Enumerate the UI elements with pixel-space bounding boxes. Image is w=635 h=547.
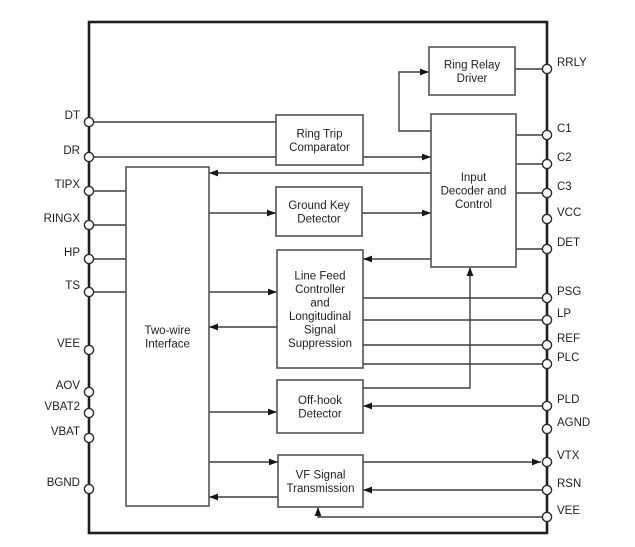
pin-left-TIPX — [84, 186, 93, 195]
pin-right-C2 — [542, 159, 551, 168]
arrowhead-vee-to-vf — [315, 507, 322, 516]
pin-label-left-RINGX: RINGX — [43, 213, 80, 225]
wire-off-hook-to-decoder — [363, 267, 470, 388]
arrowhead-ring-trip-to-decoder — [422, 154, 431, 161]
pin-right-VEE — [542, 512, 551, 521]
pin-label-left-TS: TS — [65, 280, 80, 292]
pin-right-C1 — [542, 130, 551, 139]
arrowhead-decoder-to-two-wire — [209, 170, 218, 177]
pin-label-right-C3: C3 — [557, 181, 572, 193]
pin-left-BGND — [84, 484, 93, 493]
arrowhead-two-wire-to-line-feed — [268, 289, 277, 296]
arrowhead-line-feed-to-two-wire — [209, 324, 218, 331]
pin-label-left-VEE: VEE — [56, 338, 80, 350]
arrowhead-vf-to-vtx — [532, 459, 541, 466]
pin-left-DR — [84, 152, 93, 161]
block-label-line-feed-controller-line5: Signal — [304, 324, 336, 337]
block-label-line-feed-controller-line1: Line Feed — [294, 270, 346, 283]
pin-label-left-VBAT2: VBAT2 — [44, 401, 80, 413]
block-label-ground-key-detector-line2: Detector — [297, 213, 341, 226]
block-label-ring-trip-comparator-line2: Comparator — [289, 141, 350, 154]
arrowhead-rsn-to-vf — [363, 487, 372, 494]
pin-label-right-REF: REF — [557, 333, 580, 345]
pin-right-VCC — [542, 214, 551, 223]
pin-left-VBAT2 — [84, 408, 93, 417]
pin-right-REF — [542, 340, 551, 349]
pin-right-LP — [542, 315, 551, 324]
pin-left-DT — [84, 117, 93, 126]
pin-label-left-HP: HP — [64, 247, 80, 259]
arrowhead-decoder-to-ring-relay — [420, 69, 429, 76]
pin-label-right-AGND: AGND — [557, 417, 591, 429]
block-label-input-decoder-and-control-line3: Control — [454, 199, 493, 211]
arrowhead-vf-to-two-wire — [209, 494, 218, 501]
pin-label-right-PLC: PLC — [557, 352, 580, 364]
block-label-line-feed-controller-line2: Controller — [295, 283, 345, 296]
block-label-ring-relay-driver-line1: Ring Relay — [443, 59, 501, 72]
pin-label-left-BGND: BGND — [46, 477, 80, 489]
pin-left-VBAT — [84, 433, 93, 442]
arrowhead-pld-to-off-hook — [363, 403, 372, 410]
pin-label-right-VTX: VTX — [557, 450, 580, 462]
wire-vee-to-vf — [318, 507, 542, 517]
pin-right-PLD — [542, 401, 551, 410]
pin-left-RINGX — [84, 220, 93, 229]
pin-label-left-VBAT: VBAT — [50, 426, 80, 438]
pin-label-right-DET: DET — [557, 237, 580, 249]
block-label-two-wire-interface-line2: Interface — [145, 338, 190, 351]
block-label-input-decoder-and-control-line1: Input — [460, 172, 487, 184]
pin-right-PLC — [542, 359, 551, 368]
pin-label-left-AOV: AOV — [55, 380, 80, 392]
block-label-vf-signal-transmission-line2: Transmission — [286, 482, 355, 495]
pin-label-left-DT: DT — [64, 110, 80, 122]
pin-label-right-VCC: VCC — [557, 207, 582, 219]
block-label-ring-trip-comparator-line1: Ring Trip — [296, 128, 343, 141]
pin-label-right-VEE: VEE — [557, 505, 581, 517]
pin-left-AOV — [84, 387, 93, 396]
pin-left-VEE — [84, 345, 93, 354]
pin-right-RRLY — [542, 64, 551, 73]
arrowhead-two-wire-to-ground-key — [267, 210, 276, 217]
pin-left-HP — [84, 254, 93, 263]
block-label-off-hook-detector-line2: Detector — [298, 408, 342, 421]
block-label-two-wire-interface-line1: Two-wire — [144, 324, 191, 337]
pin-right-PSG — [542, 293, 551, 302]
block-label-line-feed-controller-line3: and — [310, 297, 330, 310]
pin-label-left-DR: DR — [63, 145, 80, 157]
pin-label-right-LP: LP — [557, 308, 572, 320]
block-label-ring-relay-driver-line2: Driver — [456, 72, 488, 85]
arrowhead-ground-key-to-decoder — [422, 210, 431, 217]
wire-decoder-to-ring-relay — [399, 72, 431, 131]
pin-right-RSN — [542, 485, 551, 494]
arrowhead-two-wire-to-off-hook — [268, 409, 277, 416]
arrowhead-decoder-to-line-feed — [363, 256, 372, 263]
block-label-line-feed-controller-line6: Suppression — [288, 337, 352, 350]
pin-left-TS — [84, 287, 93, 296]
pin-label-right-C1: C1 — [557, 123, 572, 135]
block-label-vf-signal-transmission-line1: VF Signal — [295, 469, 346, 482]
block-label-ground-key-detector-line1: Ground Key — [288, 199, 350, 212]
pin-label-right-C2: C2 — [557, 152, 572, 164]
pin-label-right-RRLY: RRLY — [557, 57, 587, 69]
arrowhead-two-wire-to-vf — [269, 459, 278, 466]
arrowhead-off-hook-to-decoder — [467, 267, 474, 276]
pin-label-right-PLD: PLD — [557, 394, 580, 406]
pin-label-right-RSN: RSN — [557, 478, 582, 490]
block-label-off-hook-detector-line1: Off-hook — [298, 394, 342, 407]
pin-right-C3 — [542, 188, 551, 197]
block-label-input-decoder-and-control-line2: Decoder and — [440, 185, 507, 198]
pin-right-DET — [542, 244, 551, 253]
block-label-line-feed-controller-line4: Longitudinal — [288, 310, 352, 323]
pin-label-right-PSG: PSG — [557, 286, 582, 298]
pin-right-AGND — [542, 424, 551, 433]
pin-right-VTX — [542, 457, 551, 466]
pin-label-left-TIPX: TIPX — [54, 179, 80, 191]
